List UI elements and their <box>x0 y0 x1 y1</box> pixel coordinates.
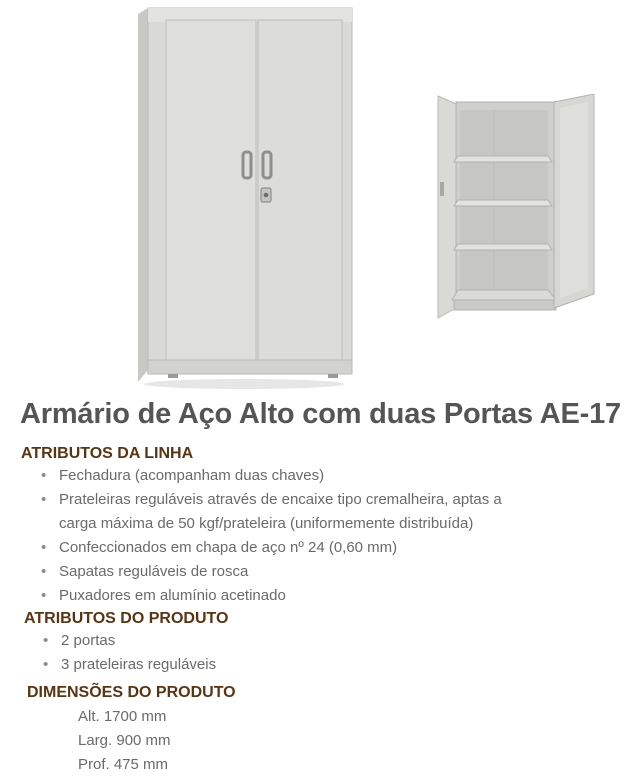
dimensions-heading: DIMENSÕES DO PRODUTO <box>27 684 236 701</box>
dimension-height: Alt. 1700 mm <box>78 708 167 725</box>
list-item: • Sapatas reguláveis de rosca <box>37 560 537 584</box>
line-attributes-heading: ATRIBUTOS DA LINHA <box>21 445 194 462</box>
product-attributes-heading: ATRIBUTOS DO PRODUTO <box>24 610 229 627</box>
list-item: • 2 portas <box>39 629 439 653</box>
product-attributes-list <box>39 629 439 677</box>
list-item: • Fechadura (acompanham duas chaves) <box>37 464 537 488</box>
list-item: • Puxadores em alumínio acetinado <box>37 584 537 608</box>
list-item: • 3 prateleiras reguláveis <box>39 653 439 677</box>
cabinet-closed-image <box>132 4 356 392</box>
line-attributes-list <box>37 464 537 608</box>
list-item: • Prateleiras reguláveis através de encaixe tipo cremalheira, aptas a carga máxima de 50 kgf/prateleira (uniformemente distribuída) <box>37 488 537 536</box>
list-item: • Confeccionados em chapa de aço nº 24 (0,60 mm) <box>37 536 537 560</box>
dimension-depth: Prof. 475 mm <box>78 756 169 773</box>
dimension-width: Larg. 900 mm <box>78 732 171 749</box>
dimensions-list <box>78 705 171 777</box>
cabinet-open-image <box>436 94 600 322</box>
product-title: Armário de Aço Alto com duas Portas AE-17 <box>20 398 621 430</box>
